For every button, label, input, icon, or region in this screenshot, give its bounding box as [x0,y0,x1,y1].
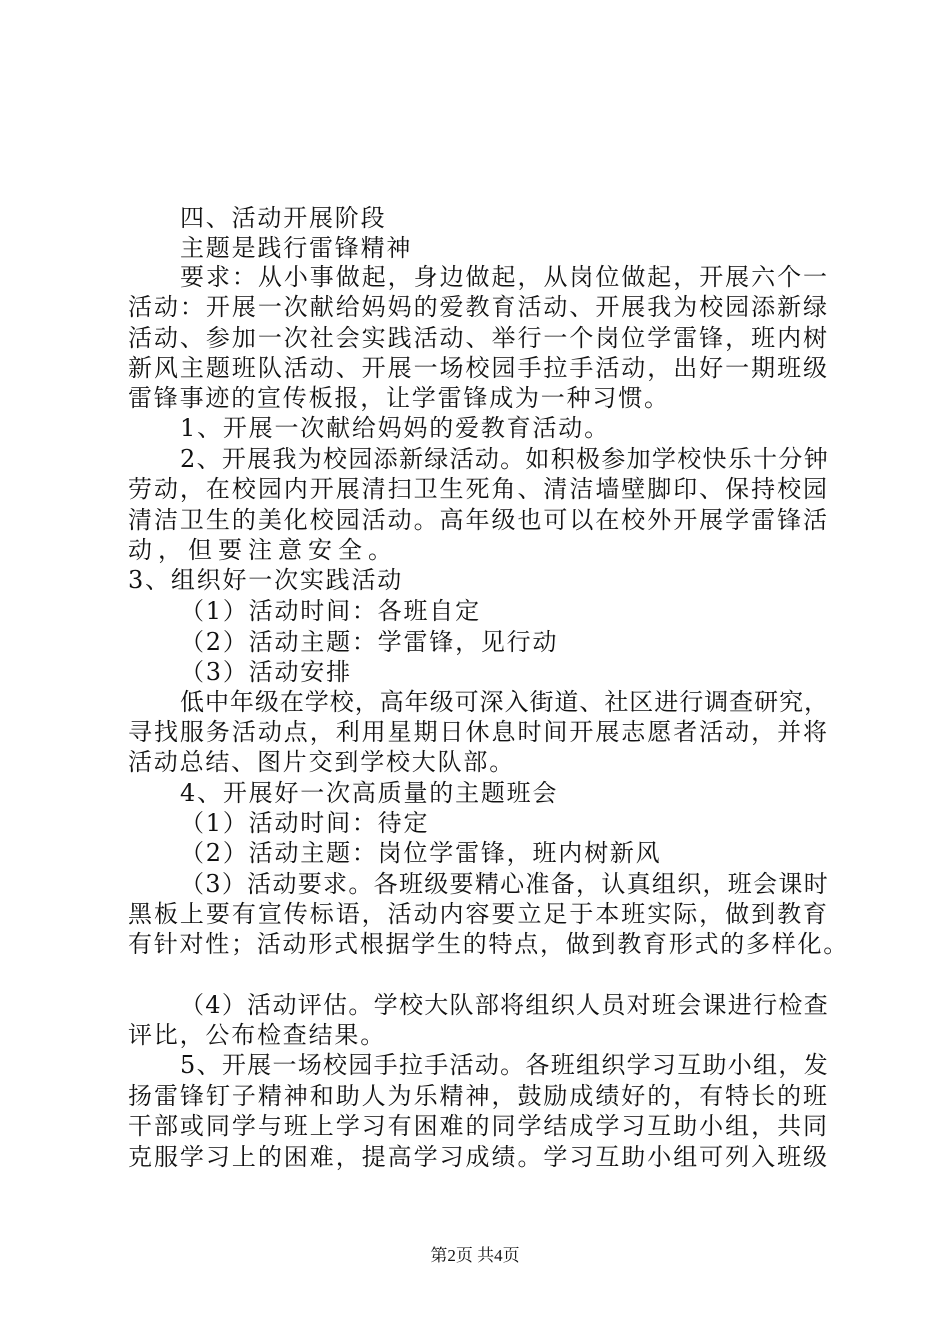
paragraph-line: 新风主题班队活动、开展一场校园手拉手活动，出好一期班级 [128,354,829,382]
paragraph-line: 活动：开展一次献给妈妈的爱教育活动、开展我为校园添新绿 [128,293,829,321]
paragraph-line: （2）活动主题：学雷锋，见行动 [180,628,559,656]
page-footer: 第2页 共4页 [430,1246,520,1265]
paragraph-line: 2、开展我为校园添新绿活动。如积极参加学校快乐十分钟 [180,445,829,473]
paragraph-line: 清洁卫生的美化校园活动。高年级也可以在校外开展学雷锋活 [128,506,829,534]
paragraph-line: 四、活动开展阶段 [180,204,387,232]
paragraph-line: （1）活动时间：待定 [180,809,430,837]
paragraph-line: 4、开展好一次高质量的主题班会 [180,779,559,807]
paragraph-line: 5、开展一场校园手拉手活动。各班组织学习互助小组，发 [180,1051,829,1079]
paragraph-line: 评比，公布检查结果。 [128,1021,386,1049]
paragraph-line: 动，但要注意安全。 [128,536,398,564]
paragraph-line: （3）活动安排 [180,658,352,686]
paragraph-line: 主题是践行雷锋精神 [180,234,413,262]
paragraph-line: （4）活动评估。学校大队部将组织人员对班会课进行检查 [180,991,829,1019]
paragraph-line: 扬雷锋钉子精神和助人为乐精神，鼓励成绩好的，有特长的班 [128,1082,829,1110]
paragraph-line: 活动总结、图片交到学校大队部。 [128,748,515,776]
paragraph-line: 劳动，在校园内开展清扫卫生死角、清洁墙壁脚印、保持校园 [128,475,829,503]
paragraph-line: 克服学习上的困难，提高学习成绩。学习互助小组可列入班级 [128,1143,829,1171]
paragraph-line: 3、组织好一次实践活动 [128,566,404,594]
paragraph-line: 寻找服务活动点，利用星期日休息时间开展志愿者活动，并将 [128,718,829,746]
paragraph-line: （2）活动主题：岗位学雷锋，班内树新风 [180,839,662,867]
paragraph-line: （3）活动要求。各班级要精心准备，认真组织，班会课时 [180,870,829,898]
paragraph-line: 有针对性；活动形式根据学生的特点，做到教育形式的多样化。 [128,930,849,958]
paragraph-line: 活动、参加一次社会实践活动、举行一个岗位学雷锋，班内树 [128,324,829,352]
paragraph-line: 低中年级在学校，高年级可深入街道、社区进行调查研究， [180,688,829,716]
paragraph-line: （1）活动时间：各班自定 [180,597,481,625]
paragraph-line: 1、开展一次献给妈妈的爱教育活动。 [180,414,610,442]
paragraph-line: 雷锋事迹的宣传板报，让学雷锋成为一种习惯。 [128,384,670,412]
paragraph-line: 黑板上要有宣传标语，活动内容要立足于本班实际，做到教育 [128,900,829,928]
paragraph-line: 干部或同学与班上学习有困难的同学结成学习互助小组，共同 [128,1112,829,1140]
paragraph-line: 要求：从小事做起，身边做起，从岗位做起，开展六个一 [180,263,829,291]
